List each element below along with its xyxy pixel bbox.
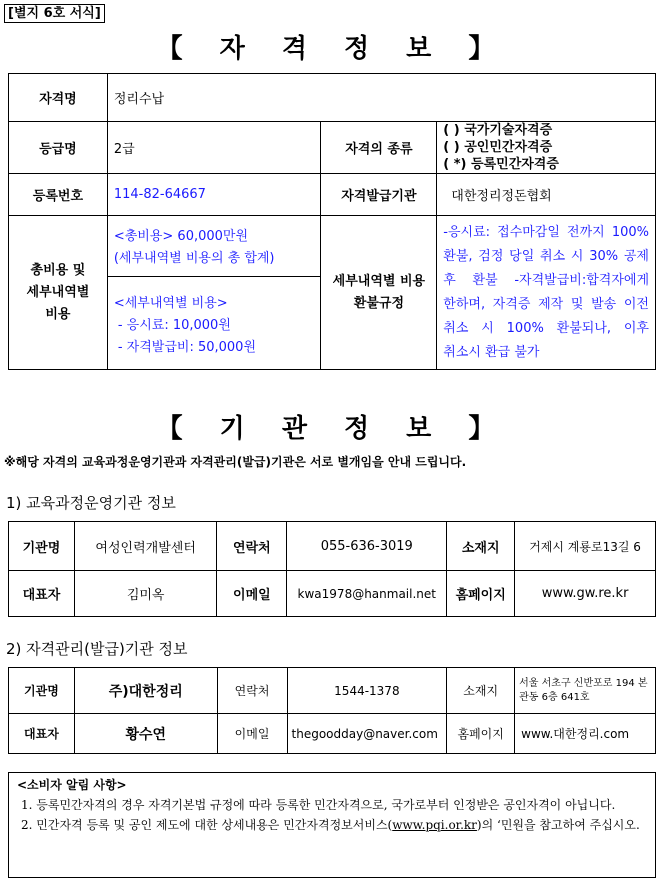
pqi-link[interactable]: www.pqi.or.kr [392,818,477,832]
type-option-national: ( ) 국가기술자격증 [443,123,553,138]
notice-item-2: 2. 민간자격 등록 및 공인 제도에 대한 상세내용은 민간자격정보서비스(www.pqi.or.kr)의 ‘민원을 참고하여 주십시오. [21,818,640,832]
mgmt-homepage-label: 홈페이지 [447,714,515,754]
mgmt-address-value: 서울 서초구 신반포로 194 본관동 6층 641호 [515,668,656,714]
edu-homepage-label: 홈페이지 [447,571,515,617]
refund-text: -응시료: 접수마감일 전까지 100% 환불, 검정 당일 취소 시 30% 공제 후 환불 -자격발급비:합격자에게 한하며, 자격증 제작 및 발송 이전 취소 시 100% 환불되나, 이후 취소시 환급 불가 [437,216,656,370]
cert-name-label: 자격명 [9,74,108,122]
edu-org-value: 여성인력개발센터 [74,522,217,571]
mgmt-org-label: 기관명 [9,668,75,714]
cost-total-line2: (세부내역별 비용의 총 합계) [113,251,275,266]
issuer-value: 대한정리정돈협회 [437,174,656,216]
org-section-title: 【 기 관 정 보 】 [156,414,509,444]
regno-label: 등록번호 [9,174,108,216]
mgmt-rep-label: 대표자 [9,714,75,754]
regno-value: 114-82-64667 [107,174,321,216]
mgmt-contact-value: 1544-1378 [287,668,447,714]
consumer-notice [8,772,656,878]
mgmt-email-value: thegoodday@naver.com [287,714,447,754]
mgmt-heading: 2) 자격관리(발급)기관 정보 [6,640,188,658]
cert-info-table [8,73,656,370]
cert-name-value: 정리수납 [107,74,655,122]
refund-label: 세부내역별 비용 환불규정 [321,216,437,370]
type-option-accredited: ( ) 공인민간자격증 [443,140,553,155]
edu-contact-label: 연락처 [217,522,287,571]
edu-address-label: 소재지 [447,522,515,571]
notice-title: <소비자 알림 사항> [17,778,127,792]
issuer-label: 자격발급기관 [321,174,437,216]
grade-label: 등급명 [9,122,108,174]
mgmt-address-label: 소재지 [447,668,515,714]
notice-item-1: 1. 등록민간자격의 경우 자격기본법 규정에 따라 등록한 민간자격으로, 국가로부터 인정받은 공인자격이 아닙니다. [21,798,616,812]
cost-label: 총비용 및 세부내역별 비용 [9,216,108,370]
edu-email-label: 이메일 [217,571,287,617]
edu-rep-value: 김미옥 [74,571,217,617]
cert-type-options [437,122,656,174]
edu-homepage-value: www.gw.re.kr [515,571,656,617]
mgmt-org-value: 주)대한정리 [74,668,217,714]
org-note: ※해당 자격의 교육과정운영기관과 자격관리(발급)기관은 서로 별개임을 안내 드립니다. [4,455,467,469]
type-option-registered: ( *) 등록민간자격증 [443,157,559,172]
edu-address-value: 거제시 계룡로13길 6 [515,522,656,571]
edu-org-label: 기관명 [9,522,75,571]
mgmt-org-table [8,667,656,754]
mgmt-contact-label: 연락처 [217,668,287,714]
cert-type-label: 자격의 종류 [321,122,437,174]
mgmt-homepage-value: www.대한정리.com [515,714,656,754]
cost-detail-line2: - 응시료: 10,000원 [117,318,231,333]
edu-contact-value: 055-636-3019 [287,522,447,571]
grade-value: 2급 [107,122,321,174]
edu-heading: 1) 교육과정운영기관 정보 [6,494,176,512]
cost-total-line1: <총비용> 60,000만원 [113,229,249,244]
edu-email-value: kwa1978@hanmail.net [287,571,447,617]
form-label: [별지 6호 서식] [4,4,105,23]
cost-detail-line1: <세부내역별 비용> [113,296,228,311]
cost-cell [107,216,321,370]
cert-section-title: 【 자 격 정 보 】 [156,34,509,64]
edu-org-table [8,521,656,617]
mgmt-email-label: 이메일 [217,714,287,754]
edu-rep-label: 대표자 [9,571,75,617]
cost-detail-line3: - 자격발급비: 50,000원 [117,340,256,355]
mgmt-rep-value: 황수연 [74,714,217,754]
